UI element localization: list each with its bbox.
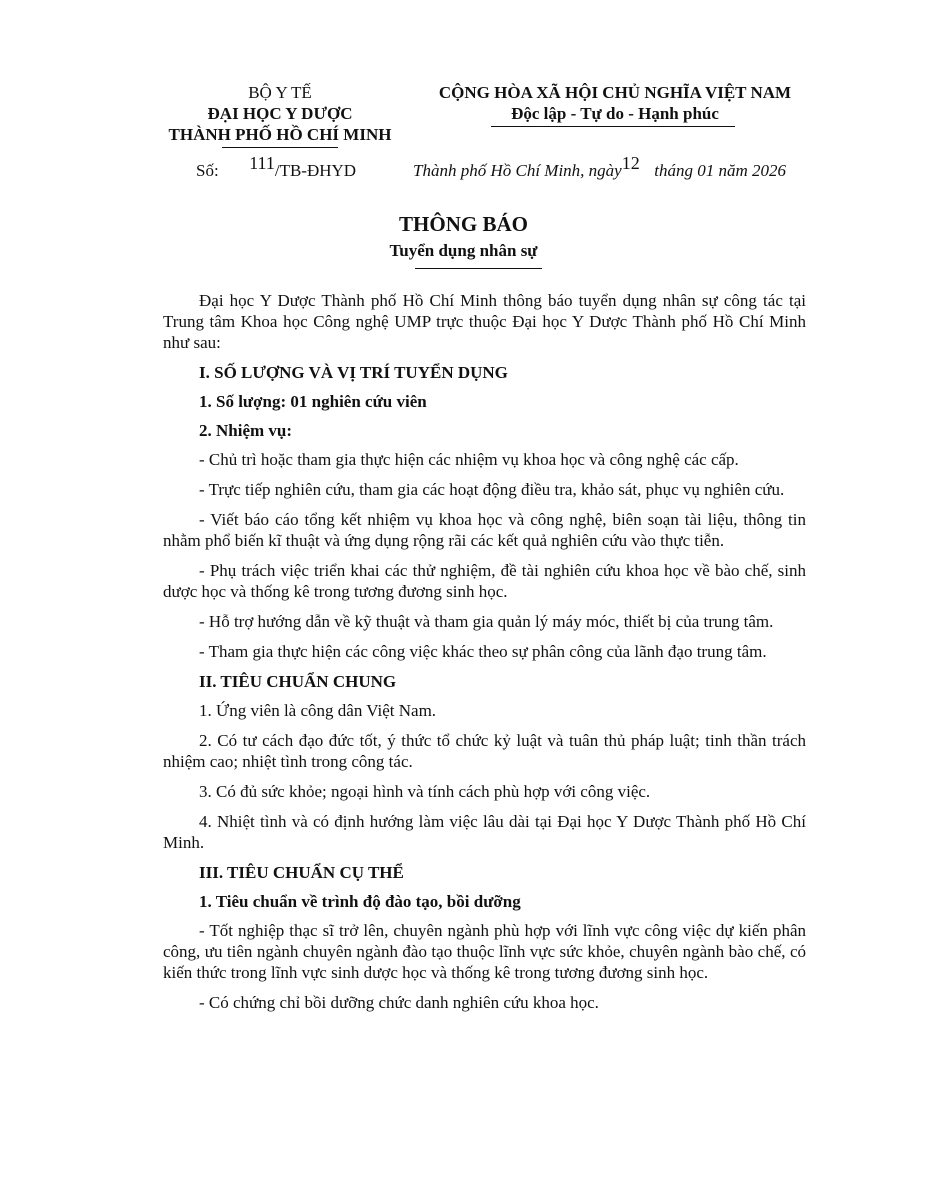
duty-item: - Trực tiếp nghiên cứu, tham gia các hoạt động điều tra, khảo sát, phục vụ nghiên cứu. xyxy=(199,480,785,499)
criteria-item: 3. Có đủ sức khỏe; ngoại hình và tính cách phù hợp với công việc. xyxy=(199,782,651,801)
criteria-item: 4. Nhiệt tình và có định hướng làm việc lâu dài tại Đại học Y Dược Thành phố Hồ Chí Minh. xyxy=(163,812,806,852)
title-underline xyxy=(415,268,542,269)
quantity-heading: 1. Số lượng: 01 nghiên cứu viên xyxy=(199,392,427,411)
number-suffix: /TB-ĐHYD xyxy=(274,161,357,180)
number-label: Số: xyxy=(196,161,219,180)
intro-paragraph: Đại học Y Dược Thành phố Hồ Chí Minh thông báo tuyển dụng nhân sự công tác tại Trung tâm Khoa học Công nghệ UMP trực thuộc Đại học Y Dược Thành phố Hồ Chí Minh như sau: xyxy=(163,291,806,352)
document-title: THÔNG BÁO xyxy=(399,212,528,236)
date-prefix: Thành phố Hồ Chí Minh, ngày xyxy=(413,161,622,180)
university-name-line2: THÀNH PHỐ HỒ CHÍ MINH xyxy=(168,125,392,144)
section-heading: III. TIÊU CHUẨN CỤ THỂ xyxy=(199,863,404,882)
nation-name: CỘNG HÒA XÃ HỘI CHỦ NGHĨA VIỆT NAM xyxy=(438,83,792,102)
criteria-item: 1. Ứng viên là công dân Việt Nam. xyxy=(199,701,437,720)
duty-item: - Tham gia thực hiện các công việc khác theo sự phân công của lãnh đạo trung tâm. xyxy=(199,642,767,661)
document-subtitle: Tuyển dụng nhân sự xyxy=(389,241,538,260)
document-date xyxy=(413,153,786,181)
national-motto: Độc lập - Tự do - Hạnh phúc xyxy=(511,104,719,123)
duty-item: - Phụ trách việc triển khai các thử nghiệm, đề tài nghiên cứu khoa học về bào chế, sinh dược học và thống kê trong tương đương sinh học. xyxy=(163,561,806,601)
university-name-line1: ĐẠI HỌC Y DƯỢC xyxy=(207,104,353,123)
duty-item: - Chủ trì hoặc tham gia thực hiện các nhiệm vụ khoa học và công nghệ các cấp. xyxy=(199,450,739,469)
ministry-name: BỘ Y TẾ xyxy=(248,83,312,102)
duties-heading: 2. Nhiệm vụ: xyxy=(199,421,293,440)
section-heading: II. TIÊU CHUẨN CHUNG xyxy=(199,672,397,691)
national-header xyxy=(405,82,825,124)
document-number xyxy=(196,153,357,181)
document-body xyxy=(163,290,806,1022)
duty-item: - Hỗ trợ hướng dẫn về kỹ thuật và tham gia quản lý máy móc, thiết bị của trung tâm. xyxy=(199,612,774,631)
sub-heading: 1. Tiêu chuẩn về trình độ đào tạo, bồi dưỡng xyxy=(199,892,521,911)
requirement-item: - Có chứng chỉ bồi dưỡng chức danh nghiên cứu khoa học. xyxy=(199,993,599,1012)
requirement-item: - Tốt nghiệp thạc sĩ trở lên, chuyên ngành phù hợp với lĩnh vực công việc dự kiến phân công, ưu tiên ngành chuyên ngành đào tạo thuộc lĩnh vực sức khỏe, chuyên ngành bào chế, có kiến thức trong lĩnh vực sinh dược học và thống kê trong tương đương sinh học. xyxy=(163,921,806,982)
section-heading: I. SỐ LƯỢNG VÀ VỊ TRÍ TUYỂN DỤNG xyxy=(199,363,508,382)
date-suffix: tháng 01 năm 2026 xyxy=(654,161,786,180)
date-day: 12 xyxy=(621,153,640,173)
duty-item: - Viết báo cáo tổng kết nhiệm vụ khoa học và công nghệ, biên soạn tài liệu, thông tin nhằm phổ biến kĩ thuật và ứng dụng rộng rãi các kết quả nghiên cứu vào thực tiễn. xyxy=(163,510,806,550)
number-value: 111 xyxy=(249,153,275,173)
agency-underline xyxy=(222,147,338,148)
criteria-item: 2. Có tư cách đạo đức tốt, ý thức tổ chức kỷ luật và tuân thủ pháp luật; tinh thần trách nhiệm cao; nhiệt tình trong công tác. xyxy=(163,731,806,771)
issuing-agency xyxy=(150,82,410,145)
motto-underline xyxy=(491,126,735,127)
